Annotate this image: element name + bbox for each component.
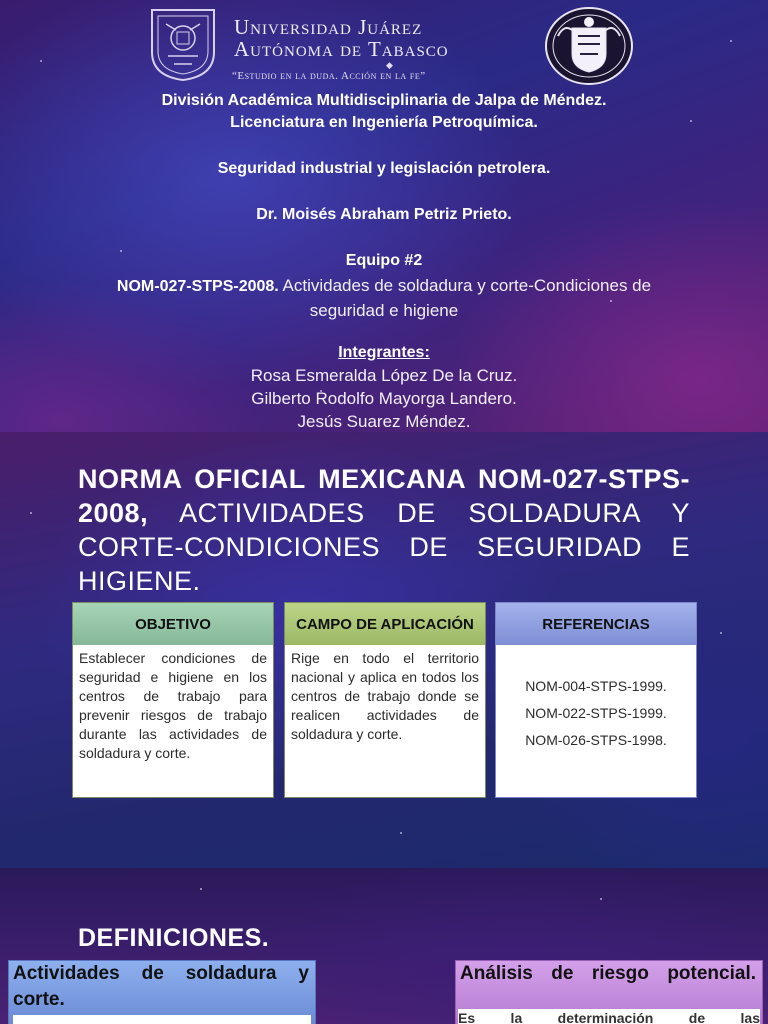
ornament-icon: ◆ xyxy=(386,60,393,70)
professor-text: Dr. Moisés Abraham Petriz Prieto. xyxy=(256,206,512,223)
campo-card xyxy=(284,602,486,798)
actividades-body xyxy=(13,1015,311,1024)
campo-header xyxy=(285,603,485,645)
university-name-line2: Autónoma de Tabasco xyxy=(234,37,449,61)
objetivo-header-label: OBJETIVO xyxy=(135,615,211,633)
analisis-title: Análisis de riesgo potencial. xyxy=(460,963,756,984)
definiciones-slide xyxy=(0,868,768,1024)
topic-text-line1: Actividades de soldadura y corte-Condiciones de xyxy=(278,276,652,295)
degree-text: Licenciatura en Ingeniería Petroquímica. xyxy=(230,114,538,131)
objetivo-body: Establecer condiciones de seguridad e higiene en los centros de trabajo para prevenir riesgos de trabajo durante las actividades de soldadura y corte. xyxy=(79,650,267,761)
actividades-card xyxy=(8,960,316,1024)
objetivo-header xyxy=(73,603,273,645)
course-text: Seguridad industrial y legislación petrolera. xyxy=(217,160,551,177)
reference-item: NOM-026-STPS-1998. xyxy=(525,732,667,748)
analisis-card xyxy=(455,960,763,1024)
definiciones-title: DEFINICIONES. xyxy=(78,924,270,952)
referencias-header xyxy=(496,603,696,645)
university-shield-logo xyxy=(146,6,220,82)
university-name-line1: Universidad Juárez xyxy=(234,15,423,39)
referencias-list xyxy=(496,673,696,754)
norma-slide xyxy=(0,432,768,868)
referencias-card xyxy=(495,602,697,798)
referencias-header-label: REFERENCIAS xyxy=(542,615,650,633)
analisis-title-line xyxy=(460,961,756,987)
campo-header-label: CAMPO DE APLICACIÓN xyxy=(296,615,474,633)
team-text: Equipo #2 xyxy=(345,252,423,269)
actividades-title: Actividades de soldadura y corte. xyxy=(13,963,309,1010)
title-slide xyxy=(0,0,768,432)
campo-body: Rige en todo el territorio nacional y aplica en todos los centros de trabajo donde se realicen actividades de soldadura y corte. xyxy=(291,650,479,742)
reference-item: NOM-022-STPS-1999. xyxy=(525,705,667,721)
member-name: Rosa Esmeralda López De la Cruz. xyxy=(250,366,518,385)
university-motto: “Estudio en la duda. Acción en la fe” xyxy=(232,70,426,82)
university-name xyxy=(234,16,534,60)
member-name: Jesús Suarez Méndez. xyxy=(297,412,471,431)
topic-block xyxy=(20,274,748,324)
analisis-body: Es la determinación de las xyxy=(458,1010,760,1024)
reference-item: NOM-004-STPS-1999. xyxy=(525,678,667,694)
topic-text-line2: seguridad e higiene xyxy=(309,301,459,320)
norma-title xyxy=(78,462,690,598)
members-label: Integrantes: xyxy=(338,344,430,361)
norma-title-text: ACTIVIDADES DE SOLDADURA Y CORTE-CONDICIONES DE SEGURIDAD E HIGIENE. xyxy=(78,498,690,596)
objetivo-card xyxy=(72,602,274,798)
norma-title-code: NORMA OFICIAL MEXICANA NOM-027-STPS-2008, xyxy=(78,464,690,528)
university-seal-logo xyxy=(544,6,634,86)
division-text: División Académica Multidisciplinaria de Jalpa de Méndez. xyxy=(161,92,607,109)
topic-code: NOM-027-STPS-2008. xyxy=(116,278,279,295)
member-name: Gilberto Rodolfo Mayorga Landero. xyxy=(251,389,517,408)
